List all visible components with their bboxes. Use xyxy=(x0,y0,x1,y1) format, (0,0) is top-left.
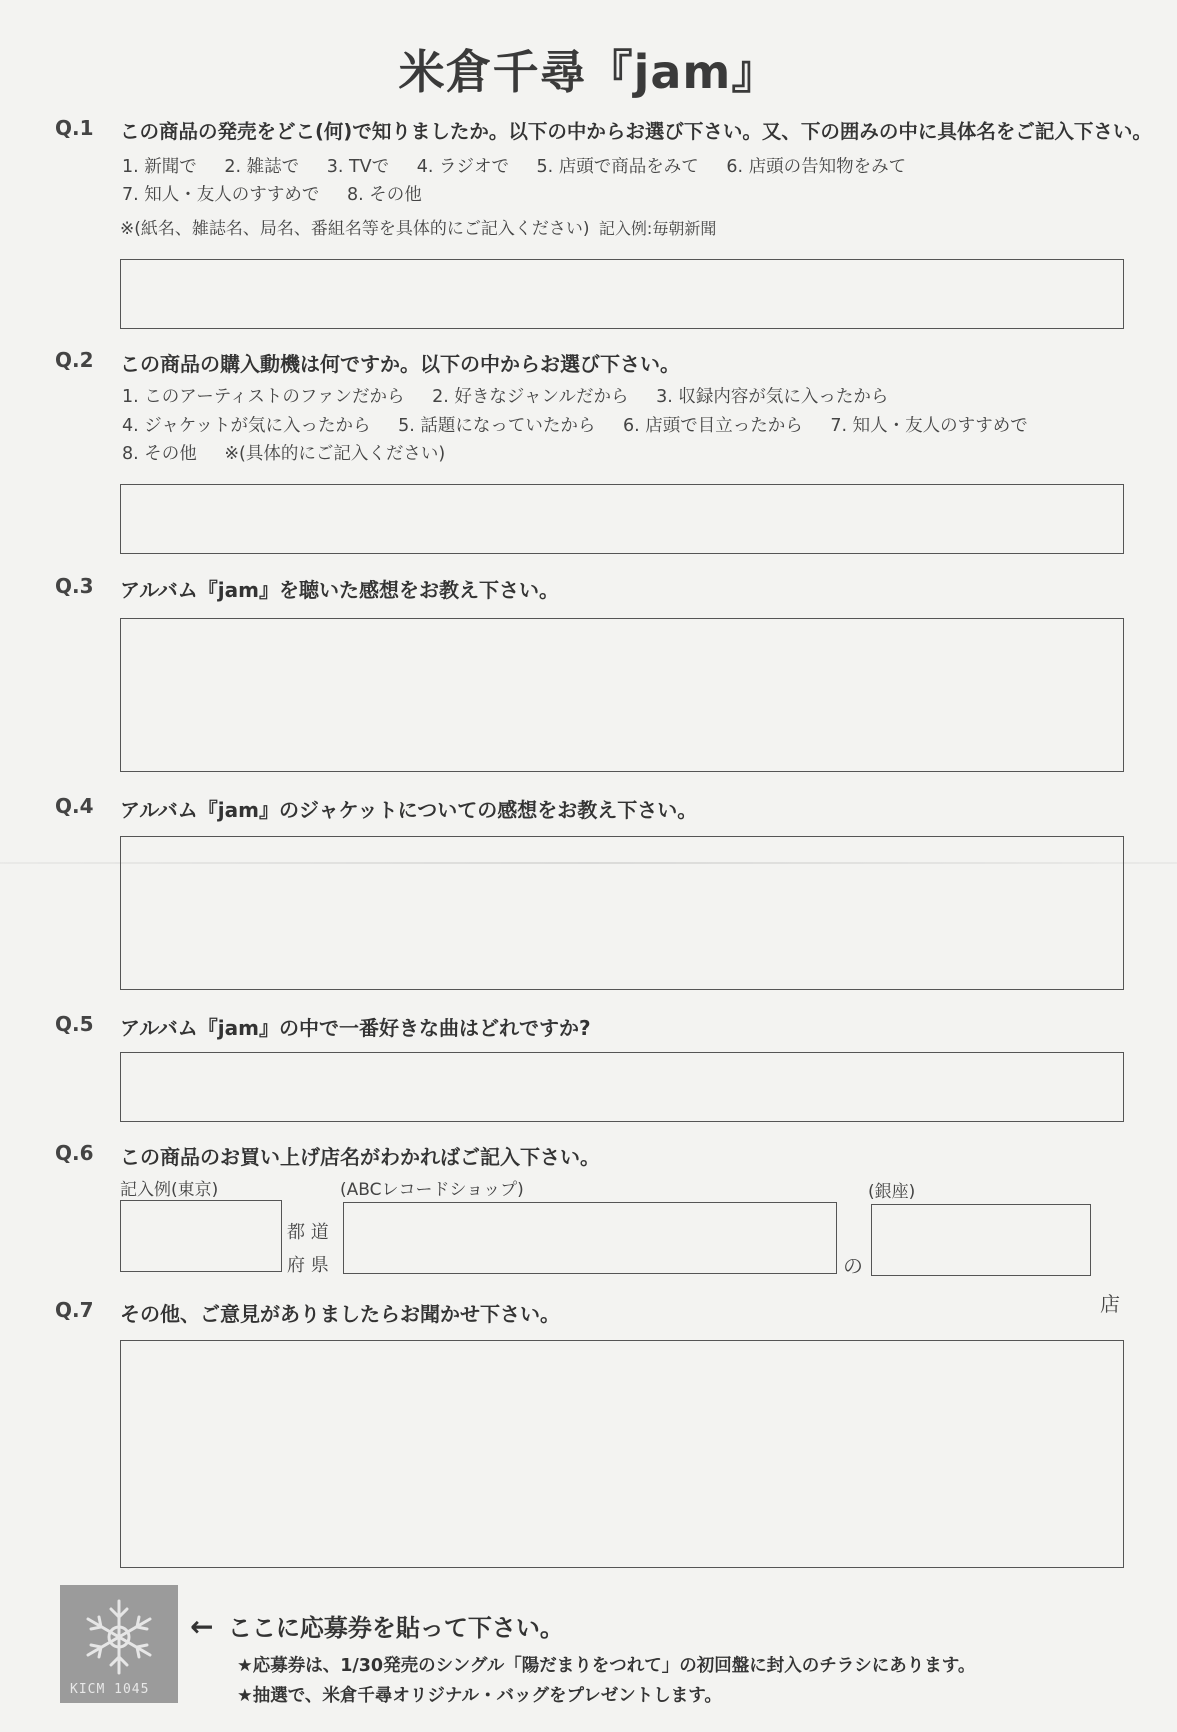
q6-number: Q.6 xyxy=(55,1141,94,1165)
q2-option[interactable]: 2. 好きなジャンルだから xyxy=(432,387,629,407)
q2-option[interactable]: 6. 店頭で目立ったから xyxy=(622,416,803,436)
paste-instruction xyxy=(190,1608,564,1643)
q6-example-branch: (銀座) xyxy=(868,1182,916,1202)
q3-answer-box[interactable] xyxy=(120,618,1124,772)
q1-note-text: ※(紙名、雑誌名、局名、番組名等を具体的にご記入ください) xyxy=(120,219,590,239)
q7-answer-box[interactable] xyxy=(120,1340,1124,1568)
q3-number: Q.3 xyxy=(55,574,94,598)
page-title: 米倉千尋『jam』 xyxy=(398,45,779,99)
q1-option[interactable]: 6. 店頭の告知物をみて xyxy=(726,157,907,177)
ticket-stamp-area[interactable] xyxy=(60,1585,178,1703)
q1-question: この商品の発売をどこ(何)で知りましたか。以下の中からお選び下さい。又、下の囲みの中に具体名をご記入下さい。 xyxy=(120,120,1152,143)
q1-option[interactable]: 2. 雑誌で xyxy=(224,157,300,177)
q1-options-row2 xyxy=(122,181,444,206)
q6-store-label: 店 xyxy=(1100,1292,1120,1316)
q4-number: Q.4 xyxy=(55,794,94,818)
q2-answer-box[interactable] xyxy=(120,484,1124,554)
arrow-left-icon: ← xyxy=(190,1610,214,1643)
q1-option[interactable]: 4. ラジオで xyxy=(416,157,509,177)
paste-here-text: ここに応募券を貼って下さい。 xyxy=(227,1614,564,1642)
q2-option[interactable]: 5. 話題になっていたから xyxy=(398,416,596,436)
q7-number: Q.7 xyxy=(55,1298,94,1322)
q1-option[interactable]: 3. TVで xyxy=(326,157,390,177)
q2-options-row2 xyxy=(122,412,1050,437)
q2-note: ※(具体的にご記入ください) xyxy=(224,444,446,464)
q5-number: Q.5 xyxy=(55,1012,94,1036)
q1-note xyxy=(120,214,716,239)
q1-answer-box[interactable] xyxy=(120,259,1124,329)
stamp-code: KICM 1045 xyxy=(70,1682,150,1697)
footer-note-1: ★応募券は、1/30発売のシングル「陽だまりをつれて」の初回盤に封入のチラシにあります。 xyxy=(237,1656,976,1676)
q2-option[interactable]: 1. このアーティストのファンだから xyxy=(122,387,405,407)
q1-option[interactable]: 5. 店頭で商品をみて xyxy=(536,157,699,177)
q6-example-shop: (ABCレコードショップ) xyxy=(340,1180,524,1200)
q5-answer-box[interactable] xyxy=(120,1052,1124,1122)
q5-question: アルバム『jam』の中で一番好きな曲はどれですか? xyxy=(120,1016,591,1040)
q1-option[interactable]: 8. その他 xyxy=(347,185,422,205)
q2-question: この商品の購入動機は何ですか。以下の中からお選び下さい。 xyxy=(120,352,680,376)
q2-options-row1 xyxy=(122,383,910,408)
q1-example: 記入例:毎朝新聞 xyxy=(598,219,717,238)
q6-no-label: の xyxy=(843,1254,863,1278)
q6-pref-label-top: 都 道 xyxy=(287,1222,329,1243)
q6-question: この商品のお買い上げ店名がわかればご記入下さい。 xyxy=(120,1145,600,1169)
q1-option[interactable]: 1. 新聞で xyxy=(122,157,197,177)
q2-option[interactable]: 4. ジャケットが気に入ったから xyxy=(122,416,371,436)
q4-answer-box[interactable] xyxy=(120,836,1124,990)
q3-question: アルバム『jam』を聴いた感想をお教え下さい。 xyxy=(120,578,559,602)
q2-option[interactable]: 7. 知人・友人のすすめで xyxy=(830,416,1028,436)
q2-options-row3 xyxy=(122,440,467,465)
q6-branch-box[interactable] xyxy=(871,1204,1091,1276)
q1-number: Q.1 xyxy=(55,116,94,140)
q7-question: その他、ご意見がありましたらお聞かせ下さい。 xyxy=(120,1302,560,1326)
footer-note-2: ★抽選で、米倉千尋オリジナル・バッグをプレゼントします。 xyxy=(237,1686,722,1706)
q6-pref-label-bottom: 府 県 xyxy=(287,1255,329,1276)
q4-question: アルバム『jam』のジャケットについての感想をお教え下さい。 xyxy=(120,798,698,822)
q6-example-prefecture: 記入例(東京) xyxy=(120,1180,219,1200)
q2-option[interactable]: 3. 収録内容が気に入ったから xyxy=(656,387,889,407)
q2-option[interactable]: 8. その他 xyxy=(122,444,197,464)
q1-options-row1 xyxy=(122,153,928,178)
q6-prefecture-box[interactable] xyxy=(120,1200,282,1272)
q2-number: Q.2 xyxy=(55,348,94,372)
q1-option[interactable]: 7. 知人・友人のすすめで xyxy=(122,185,320,205)
q6-shop-name-box[interactable] xyxy=(343,1202,837,1274)
